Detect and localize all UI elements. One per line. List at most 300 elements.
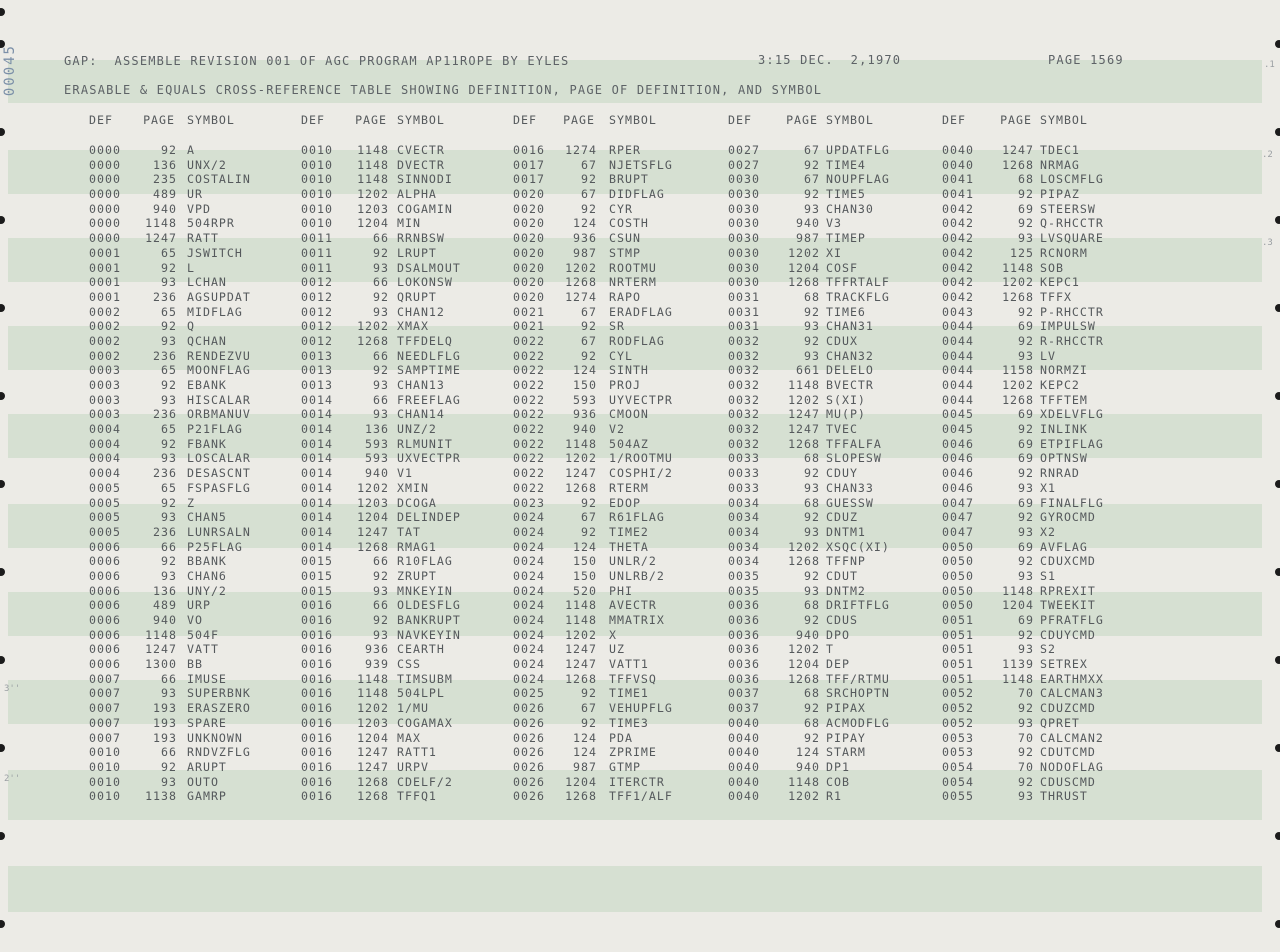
def-address: 0032 bbox=[728, 392, 760, 407]
def-page: 1247 bbox=[357, 524, 389, 539]
def-page: 66 bbox=[373, 348, 389, 363]
def-page: 92 bbox=[1018, 554, 1034, 569]
def-address: 0031 bbox=[728, 304, 760, 319]
def-address: 0035 bbox=[728, 568, 760, 583]
symbol-name: TVEC bbox=[826, 422, 858, 437]
def-page: 124 bbox=[573, 539, 597, 554]
def-address: 0016 bbox=[301, 745, 333, 760]
def-address: 0052 bbox=[942, 686, 974, 701]
def-page: 93 bbox=[373, 304, 389, 319]
symbol-name: CHAN31 bbox=[826, 319, 874, 334]
symbol-name: BVECTR bbox=[826, 378, 874, 392]
symbol-name: KEPC2 bbox=[1040, 378, 1080, 392]
def-page: 92 bbox=[804, 304, 820, 319]
def-address: 0000 bbox=[89, 172, 121, 187]
def-address: 0000 bbox=[89, 143, 121, 157]
def-address: 0005 bbox=[89, 524, 121, 539]
def-page: 136 bbox=[153, 157, 177, 172]
column-header-symbol: SYMBOL bbox=[826, 113, 874, 127]
def-address: 0012 bbox=[301, 304, 333, 319]
symbol-name: FSPASFLG bbox=[187, 480, 251, 495]
def-page: 93 bbox=[161, 686, 177, 701]
def-page: 124 bbox=[573, 363, 597, 378]
def-address: 0016 bbox=[513, 143, 545, 157]
def-address: 0030 bbox=[728, 260, 760, 275]
def-page: 150 bbox=[573, 378, 597, 392]
symbol-name: ARUPT bbox=[187, 759, 227, 774]
def-address: 0014 bbox=[301, 422, 333, 437]
symbol-name: NRTERM bbox=[609, 275, 657, 290]
def-address: 0036 bbox=[728, 627, 760, 642]
def-address: 0011 bbox=[301, 231, 333, 246]
def-page: 70 bbox=[1018, 730, 1034, 745]
def-page: 940 bbox=[573, 422, 597, 437]
def-page: 1268 bbox=[357, 333, 389, 348]
green-band bbox=[8, 866, 1262, 912]
def-address: 0040 bbox=[728, 745, 760, 760]
def-address: 0000 bbox=[89, 157, 121, 172]
def-address: 0014 bbox=[301, 524, 333, 539]
def-page: 1268 bbox=[565, 275, 597, 290]
def-page: 1202 bbox=[565, 627, 597, 642]
symbol-name: DNTM2 bbox=[826, 583, 866, 598]
def-page: 93 bbox=[161, 510, 177, 525]
column-header-page: PAGE bbox=[355, 113, 387, 127]
def-page: 1204 bbox=[1002, 598, 1034, 613]
symbol-name: CHAN5 bbox=[187, 510, 227, 525]
def-page: 1203 bbox=[357, 201, 389, 216]
def-address: 0002 bbox=[89, 333, 121, 348]
def-address: 0022 bbox=[513, 363, 545, 378]
symbol-name: COSTH bbox=[609, 216, 649, 231]
def-page: 67 bbox=[581, 333, 597, 348]
symbol-name: SUPERBNK bbox=[187, 686, 251, 701]
def-address: 0010 bbox=[301, 157, 333, 172]
symbol-name: ERASZERO bbox=[187, 701, 251, 716]
def-address: 0036 bbox=[728, 613, 760, 627]
def-address: 0000 bbox=[89, 201, 121, 216]
def-page: 92 bbox=[161, 495, 177, 510]
symbol-name: TWEEKIT bbox=[1040, 598, 1096, 613]
def-address: 0050 bbox=[942, 539, 974, 554]
def-page: 92 bbox=[161, 319, 177, 334]
def-page: 92 bbox=[581, 715, 597, 730]
def-address: 0014 bbox=[301, 539, 333, 554]
symbol-name: UYVECTPR bbox=[609, 392, 673, 407]
def-page: 92 bbox=[804, 730, 820, 745]
def-address: 0014 bbox=[301, 510, 333, 525]
def-page: 69 bbox=[1018, 319, 1034, 334]
def-page: 68 bbox=[804, 598, 820, 613]
symbol-name: CDUS bbox=[826, 613, 858, 627]
def-address: 0023 bbox=[513, 495, 545, 510]
def-page: 1247 bbox=[357, 759, 389, 774]
symbol-name: NODOFLAG bbox=[1040, 759, 1104, 774]
def-page: 987 bbox=[573, 759, 597, 774]
def-page: 93 bbox=[373, 583, 389, 598]
def-page: 93 bbox=[373, 260, 389, 275]
def-address: 0022 bbox=[513, 407, 545, 422]
symbol-name: AGSUPDAT bbox=[187, 289, 251, 304]
def-page: 92 bbox=[1018, 627, 1034, 642]
def-address: 0001 bbox=[89, 245, 121, 260]
def-address: 0031 bbox=[728, 319, 760, 334]
def-page: 1247 bbox=[145, 231, 177, 246]
symbol-name: COSF bbox=[826, 260, 858, 275]
def-address: 0024 bbox=[513, 583, 545, 598]
def-page: 70 bbox=[1018, 759, 1034, 774]
symbol-name: INLINK bbox=[1040, 422, 1088, 437]
def-address: 0007 bbox=[89, 715, 121, 730]
def-address: 0030 bbox=[728, 275, 760, 290]
symbol-name: LRUPT bbox=[397, 245, 437, 260]
def-address: 0012 bbox=[301, 275, 333, 290]
symbol-name: CHAN32 bbox=[826, 348, 874, 363]
def-page: 1148 bbox=[357, 686, 389, 701]
def-address: 0024 bbox=[513, 510, 545, 525]
def-address: 0006 bbox=[89, 627, 121, 642]
symbol-name: V1 bbox=[397, 466, 413, 481]
def-address: 0051 bbox=[942, 613, 974, 627]
def-address: 0024 bbox=[513, 554, 545, 569]
def-page: 1202 bbox=[1002, 275, 1034, 290]
symbol-name: TFFTEM bbox=[1040, 392, 1088, 407]
def-page: 940 bbox=[796, 759, 820, 774]
def-page: 69 bbox=[1018, 436, 1034, 451]
def-page: 92 bbox=[804, 466, 820, 481]
symbol-name: LOSCMFLG bbox=[1040, 172, 1104, 187]
symbol-name: COGAMIN bbox=[397, 201, 453, 216]
def-page: 65 bbox=[161, 304, 177, 319]
symbol-name: TIME5 bbox=[826, 187, 866, 202]
def-address: 0032 bbox=[728, 348, 760, 363]
def-address: 0035 bbox=[728, 583, 760, 598]
symbol-name: S2 bbox=[1040, 642, 1056, 657]
def-page: 65 bbox=[161, 422, 177, 437]
symbol-name: UNX/2 bbox=[187, 157, 227, 172]
def-address: 0021 bbox=[513, 319, 545, 334]
symbol-name: AVFLAG bbox=[1040, 539, 1088, 554]
symbol-name: COGAMAX bbox=[397, 715, 453, 730]
symbol-name: RATT bbox=[187, 231, 219, 246]
def-address: 0022 bbox=[513, 480, 545, 495]
def-address: 0046 bbox=[942, 466, 974, 481]
def-page: 1138 bbox=[145, 789, 177, 804]
def-address: 0053 bbox=[942, 745, 974, 760]
def-page: 150 bbox=[573, 554, 597, 569]
def-address: 0026 bbox=[513, 701, 545, 716]
symbol-name: RRNBSW bbox=[397, 231, 445, 246]
symbol-name: TFF1/ALF bbox=[609, 789, 673, 804]
feed-hole bbox=[0, 656, 5, 664]
def-page: 940 bbox=[796, 216, 820, 231]
def-page: 67 bbox=[804, 172, 820, 187]
symbol-name: XMIN bbox=[397, 480, 429, 495]
symbol-name: QRUPT bbox=[397, 289, 437, 304]
def-page: 92 bbox=[804, 568, 820, 583]
def-address: 0027 bbox=[728, 157, 760, 172]
def-page: 92 bbox=[1018, 774, 1034, 789]
def-page: 593 bbox=[365, 436, 389, 451]
symbol-name: CSS bbox=[397, 657, 421, 672]
symbol-name: MMATRIX bbox=[609, 613, 665, 627]
margin-mark: .3 bbox=[1262, 238, 1273, 248]
def-page: 69 bbox=[1018, 451, 1034, 466]
symbol-name: HISCALAR bbox=[187, 392, 251, 407]
def-address: 0010 bbox=[89, 774, 121, 789]
def-address: 0015 bbox=[301, 554, 333, 569]
symbol-name: STMP bbox=[609, 245, 641, 260]
def-page: 93 bbox=[1018, 480, 1034, 495]
symbol-name: VEHUPFLG bbox=[609, 701, 673, 716]
def-address: 0016 bbox=[301, 657, 333, 672]
def-page: 93 bbox=[804, 480, 820, 495]
column-header-def: DEF bbox=[301, 113, 325, 127]
column-header-page: PAGE bbox=[786, 113, 818, 127]
def-address: 0022 bbox=[513, 466, 545, 481]
def-page: 1202 bbox=[565, 260, 597, 275]
symbol-name: CHAN6 bbox=[187, 568, 227, 583]
def-page: 1148 bbox=[357, 172, 389, 187]
def-address: 0045 bbox=[942, 422, 974, 437]
def-page: 661 bbox=[796, 363, 820, 378]
listing-title: GAP: ASSEMBLE REVISION 001 OF AGC PROGRAM AP11ROPE BY EYLES bbox=[64, 54, 570, 68]
symbol-name: EDOP bbox=[609, 495, 641, 510]
def-address: 0022 bbox=[513, 333, 545, 348]
def-page: 92 bbox=[161, 554, 177, 569]
def-address: 0024 bbox=[513, 671, 545, 686]
def-address: 0020 bbox=[513, 260, 545, 275]
symbol-name: TFFALFA bbox=[826, 436, 882, 451]
def-address: 0046 bbox=[942, 451, 974, 466]
feed-hole bbox=[1275, 128, 1280, 136]
def-address: 0004 bbox=[89, 422, 121, 437]
symbol-name: EARTHMXX bbox=[1040, 671, 1104, 686]
def-page: 193 bbox=[153, 715, 177, 730]
symbol-name: CYR bbox=[609, 201, 633, 216]
def-address: 0014 bbox=[301, 495, 333, 510]
symbol-name: TIME4 bbox=[826, 157, 866, 172]
def-address: 0024 bbox=[513, 598, 545, 613]
def-address: 0000 bbox=[89, 231, 121, 246]
feed-hole bbox=[0, 304, 5, 312]
symbol-name: RPER bbox=[609, 143, 641, 157]
def-address: 0040 bbox=[942, 157, 974, 172]
symbol-name: UR bbox=[187, 187, 203, 202]
symbol-name: RNDVZFLG bbox=[187, 745, 251, 760]
def-page: 1274 bbox=[565, 289, 597, 304]
symbol-name: UPDATFLG bbox=[826, 143, 890, 157]
def-page: 93 bbox=[161, 392, 177, 407]
def-address: 0036 bbox=[728, 598, 760, 613]
def-page: 92 bbox=[581, 524, 597, 539]
def-page: 92 bbox=[161, 759, 177, 774]
def-address: 0044 bbox=[942, 378, 974, 392]
def-address: 0010 bbox=[301, 216, 333, 231]
symbol-name: TFFRTALF bbox=[826, 275, 890, 290]
symbol-name: MNKEYIN bbox=[397, 583, 453, 598]
symbol-name: GYROCMD bbox=[1040, 510, 1096, 525]
feed-hole bbox=[0, 8, 5, 16]
symbol-name: GTMP bbox=[609, 759, 641, 774]
symbol-name: TIMSUBM bbox=[397, 671, 453, 686]
def-address: 0026 bbox=[513, 774, 545, 789]
def-page: 1202 bbox=[788, 789, 820, 804]
def-page: 1148 bbox=[788, 774, 820, 789]
def-page: 1268 bbox=[788, 671, 820, 686]
column-header-page: PAGE bbox=[1000, 113, 1032, 127]
def-page: 92 bbox=[1018, 466, 1034, 481]
symbol-name: XSQC(XI) bbox=[826, 539, 890, 554]
symbol-name: RTERM bbox=[609, 480, 649, 495]
def-page: 1268 bbox=[1002, 289, 1034, 304]
def-address: 0007 bbox=[89, 686, 121, 701]
def-page: 1202 bbox=[357, 480, 389, 495]
def-page: 136 bbox=[365, 422, 389, 437]
def-address: 0004 bbox=[89, 436, 121, 451]
def-address: 0011 bbox=[301, 260, 333, 275]
def-address: 0050 bbox=[942, 554, 974, 569]
def-address: 0001 bbox=[89, 289, 121, 304]
def-address: 0013 bbox=[301, 363, 333, 378]
symbol-name: SETREX bbox=[1040, 657, 1088, 672]
def-page: 1247 bbox=[565, 642, 597, 657]
def-address: 0010 bbox=[89, 759, 121, 774]
def-page: 1202 bbox=[357, 319, 389, 334]
symbol-name: 504RPR bbox=[187, 216, 235, 231]
def-page: 1202 bbox=[788, 539, 820, 554]
def-address: 0053 bbox=[942, 730, 974, 745]
symbol-name: COSTALIN bbox=[187, 172, 251, 187]
symbol-name: TRACKFLG bbox=[826, 289, 890, 304]
def-page: 93 bbox=[1018, 642, 1034, 657]
def-address: 0003 bbox=[89, 363, 121, 378]
symbol-name: DELINDEP bbox=[397, 510, 461, 525]
def-address: 0040 bbox=[728, 759, 760, 774]
column-header-def: DEF bbox=[728, 113, 752, 127]
def-address: 0015 bbox=[301, 568, 333, 583]
def-address: 0024 bbox=[513, 568, 545, 583]
symbol-name: A bbox=[187, 143, 195, 157]
def-address: 0014 bbox=[301, 466, 333, 481]
def-address: 0006 bbox=[89, 539, 121, 554]
def-address: 0022 bbox=[513, 451, 545, 466]
symbol-name: LCHAN bbox=[187, 275, 227, 290]
def-page: 93 bbox=[1018, 715, 1034, 730]
def-page: 70 bbox=[1018, 686, 1034, 701]
def-address: 0016 bbox=[301, 686, 333, 701]
symbol-name: MU(P) bbox=[826, 407, 866, 422]
symbol-name: 504AZ bbox=[609, 436, 649, 451]
symbol-name: NOUPFLAG bbox=[826, 172, 890, 187]
def-page: 1268 bbox=[565, 789, 597, 804]
def-page: 939 bbox=[365, 657, 389, 672]
feed-hole bbox=[1275, 744, 1280, 752]
symbol-name: S(XI) bbox=[826, 392, 866, 407]
def-address: 0007 bbox=[89, 701, 121, 716]
def-page: 92 bbox=[1018, 422, 1034, 437]
def-page: 92 bbox=[581, 201, 597, 216]
def-address: 0042 bbox=[942, 201, 974, 216]
def-address: 0012 bbox=[301, 289, 333, 304]
symbol-name: ZRUPT bbox=[397, 568, 437, 583]
def-address: 0027 bbox=[728, 143, 760, 157]
def-address: 0006 bbox=[89, 554, 121, 569]
def-address: 0012 bbox=[301, 333, 333, 348]
def-address: 0040 bbox=[728, 789, 760, 804]
def-address: 0050 bbox=[942, 583, 974, 598]
symbol-name: ACMODFLG bbox=[826, 715, 890, 730]
feed-hole bbox=[1275, 40, 1280, 48]
def-address: 0026 bbox=[513, 715, 545, 730]
symbol-name: CALCMAN3 bbox=[1040, 686, 1104, 701]
symbol-name: QPRET bbox=[1040, 715, 1080, 730]
feed-hole bbox=[1275, 568, 1280, 576]
symbol-name: RAPO bbox=[609, 289, 641, 304]
symbol-name: LVSQUARE bbox=[1040, 231, 1104, 246]
def-page: 66 bbox=[161, 671, 177, 686]
def-address: 0044 bbox=[942, 348, 974, 363]
def-address: 0055 bbox=[942, 789, 974, 804]
def-page: 68 bbox=[804, 715, 820, 730]
symbol-name: XDELVFLG bbox=[1040, 407, 1104, 422]
symbol-name: P21FLAG bbox=[187, 422, 243, 437]
symbol-name: 1/MU bbox=[397, 701, 429, 716]
def-address: 0013 bbox=[301, 378, 333, 392]
def-address: 0022 bbox=[513, 436, 545, 451]
symbol-name: KEPC1 bbox=[1040, 275, 1080, 290]
symbol-name: ITERCTR bbox=[609, 774, 665, 789]
def-address: 0022 bbox=[513, 392, 545, 407]
def-page: 1204 bbox=[788, 657, 820, 672]
symbol-name: DEP bbox=[826, 657, 850, 672]
symbol-name: P25FLAG bbox=[187, 539, 243, 554]
def-page: 236 bbox=[153, 289, 177, 304]
symbol-name: UNZ/2 bbox=[397, 422, 437, 437]
symbol-name: DNTM1 bbox=[826, 524, 866, 539]
feed-hole bbox=[0, 568, 5, 576]
def-address: 0042 bbox=[942, 289, 974, 304]
def-page: 92 bbox=[804, 187, 820, 202]
def-address: 0020 bbox=[513, 289, 545, 304]
symbol-name: OLDESFLG bbox=[397, 598, 461, 613]
def-page: 1148 bbox=[1002, 260, 1034, 275]
column-header-page: PAGE bbox=[563, 113, 595, 127]
def-address: 0037 bbox=[728, 701, 760, 716]
def-page: 92 bbox=[161, 436, 177, 451]
def-address: 0017 bbox=[513, 157, 545, 172]
def-page: 936 bbox=[573, 231, 597, 246]
def-page: 936 bbox=[573, 407, 597, 422]
def-address: 0016 bbox=[301, 701, 333, 716]
def-address: 0033 bbox=[728, 480, 760, 495]
def-address: 0030 bbox=[728, 187, 760, 202]
def-page: 68 bbox=[804, 289, 820, 304]
symbol-name: THRUST bbox=[1040, 789, 1088, 804]
column-header-symbol: SYMBOL bbox=[397, 113, 445, 127]
def-page: 93 bbox=[161, 568, 177, 583]
def-page: 987 bbox=[796, 231, 820, 246]
def-address: 0014 bbox=[301, 451, 333, 466]
symbol-name: UNLRB/2 bbox=[609, 568, 665, 583]
def-page: 1203 bbox=[357, 495, 389, 510]
def-address: 0016 bbox=[301, 730, 333, 745]
symbol-name: RATT1 bbox=[397, 745, 437, 760]
symbol-name: SOB bbox=[1040, 260, 1064, 275]
def-page: 92 bbox=[804, 701, 820, 716]
def-address: 0032 bbox=[728, 422, 760, 437]
def-page: 67 bbox=[581, 187, 597, 202]
